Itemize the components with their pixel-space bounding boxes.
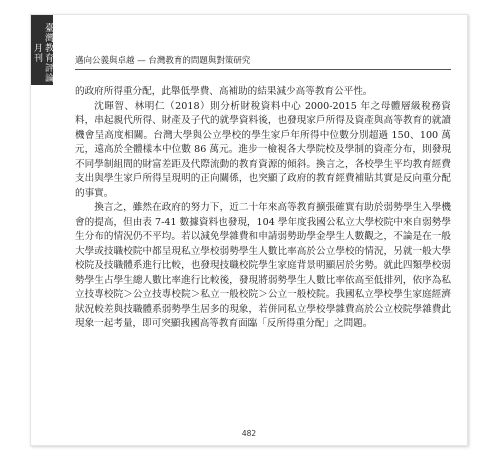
chapter-side-tab: 臺灣教育評論月刊 (31, 15, 53, 85)
document-page (30, 14, 468, 446)
page-number: 482 (241, 429, 257, 438)
header-divider (75, 69, 451, 70)
paragraph: 沈暉智、林明仁（2018）則分析財稅資料中心 2000-2015 年之母體層級稅務資料，串起親代所得、財產及子代的就學資料後，也發現家戶所得及資產與高等教育的就讀機會呈高度相關。台灣大學與公立學校的學生家戶年所得中位數分別超過 150、100 萬元，遠高於全體樣本中位數 86 萬元。進步一檢視各大學院校及學制的資產分布，則發現不同學制組間的財富差距及代際流動的教育資源的傾斜。換言之，各校學生平均教育經費支出與學生家戶所得呈現明的正向關係，也突顯了政府的教育經費補貼其實是反向重分配的事實。 (75, 100, 451, 199)
paragraph-continuation: 的政府所得重分配，此舉低學費、高補助的結果減少高等教育公平性。 (75, 86, 373, 97)
body-text (75, 85, 451, 332)
paragraph: 換言之，雖然在政府的努力下，近二十年來高等教育擴張確實有助於弱勢學生入學機會的提高，但由表 7-41 數據資料也發現，104 學年度我國公私立大學校院中來自弱勢學生分布的情況仍不平均。若以減免學雜費和申請弱勢助學金學生人數觀之，不論是在一般大學或技職校院中都呈現私立學校弱勢學生人數比率高於公立學校的情況，另就一般大學校院及技職體系進行比較，也發現技職校院學生家庭背景明顯居於劣勢。就此四類學校弱勢學生占學生總人數比率進行比較後，發現將弱勢學生人數比率依高至低排列，依序為私立技專校院＞公立技專校院＞私立一般校院＞公立一般校院。我國私立學校學生家庭經濟狀況較差與技職體系弱勢學生居多的現象，若併同私立學校學雜費高於公立校院學雜費此現象一起考量，即可突顯我國高等教育面臨「反所得重分配」之問題。 (75, 202, 451, 329)
running-head: 邁向公義與卓越 — 台灣教育的問題與對策研究 (75, 56, 251, 66)
